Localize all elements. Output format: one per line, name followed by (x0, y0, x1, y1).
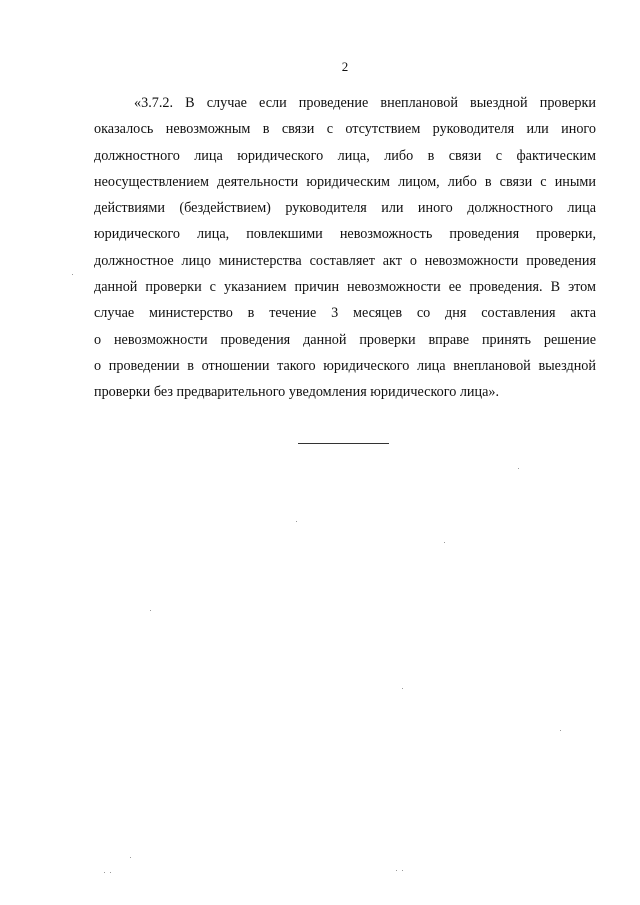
paragraph-line: должностного лица юридического лица, либо в связи с фактическим (94, 147, 596, 164)
scan-speck (402, 870, 403, 871)
paragraph-line: «3.7.2. В случае если проведение внеплановой выездной проверки (134, 95, 596, 111)
scan-speck (110, 872, 111, 873)
scan-speck (444, 542, 445, 543)
paragraph-line: юридического лица, повлекшими невозможность проведения проверки, (94, 226, 596, 243)
paragraph-3-7-2 (94, 90, 596, 406)
scan-speck (396, 870, 397, 871)
scan-speck (402, 688, 403, 689)
paragraph-line: данной проверки с указанием причин невозможности ее проведения. В этом (94, 279, 596, 296)
scan-speck (560, 730, 561, 731)
paragraph-line: оказалось невозможным в связи с отсутствием руководителя или иного (94, 121, 596, 138)
scan-speck (130, 857, 131, 858)
paragraph-line: о проведении в отношении такого юридического лица внеплановой выездной (94, 357, 596, 374)
paragraph-line: действиями (бездействием) руководителя или иного должностного лица (94, 200, 596, 217)
paragraph-line: случае министерство в течение 3 месяцев со дня составления акта (94, 305, 596, 322)
scan-speck (296, 521, 297, 522)
scan-speck (150, 610, 151, 611)
scan-speck (104, 872, 105, 873)
paragraph-line: должностное лицо министерства составляет акт о невозможности проведения (94, 252, 596, 269)
scan-speck (518, 468, 519, 469)
paragraph-line: проверки без предварительного уведомления юридического лица». (94, 384, 500, 401)
scan-speck (72, 274, 73, 275)
paragraph-line: о невозможности проведения данной проверки вправе принять решение (94, 331, 596, 348)
page-number: 2 (341, 59, 349, 74)
paragraph-line: неосуществлением деятельности юридическим лицом, либо в связи с иными (94, 173, 596, 190)
end-separator-line (298, 443, 389, 444)
